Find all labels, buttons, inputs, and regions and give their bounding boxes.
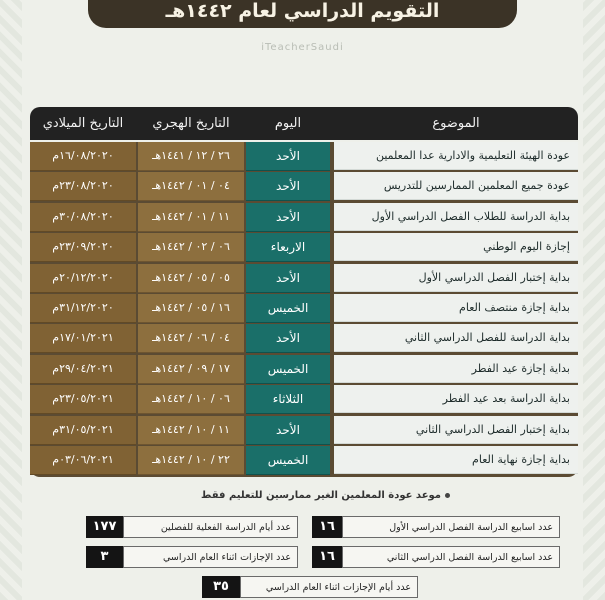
cell-gregorian-date: ١٧/٠١/٢٠٢١م: [30, 324, 136, 353]
decorative-frame-left: [0, 0, 22, 600]
stat-value-weeks-term1: ١٦: [312, 516, 342, 538]
cell-day: الاربعاء: [246, 233, 330, 262]
cell-day: الأحد: [246, 324, 330, 353]
cell-day: الأحد: [246, 172, 330, 201]
stat-value-holidays-count: ٣: [86, 546, 123, 568]
cell-day: الخميس: [246, 294, 330, 323]
cell-topic: بداية إجازة عيد الفطر: [334, 355, 578, 383]
table-row: [30, 264, 578, 292]
cell-hijri-date: ١٦ / ٠٥ / ١٤٤٢هـ: [138, 294, 244, 323]
cell-hijri-date: ١١ / ٠١ / ١٤٤٢هـ: [138, 203, 244, 232]
cell-topic: بداية إختبار الفصل الدراسي الأول: [334, 264, 578, 292]
cell-hijri-date: ٠٥ / ٠٥ / ١٤٤٢هـ: [138, 264, 244, 293]
decorative-frame-right: [583, 0, 605, 600]
cell-topic: عودة جميع المعلمين الممارسين للتدريس: [334, 172, 578, 200]
cell-gregorian-date: ٢٣/٠٨/٢٠٢٠م: [30, 172, 136, 201]
cell-gregorian-date: ٢٣/٠٥/٢٠٢١م: [30, 385, 136, 414]
cell-day: الثلاثاء: [246, 385, 330, 414]
table-header: [30, 107, 578, 140]
cell-day: الأحد: [246, 416, 330, 445]
cell-topic: بداية الدراسة للفصل الدراسي الثاني: [334, 324, 578, 352]
cell-hijri-date: ٠٦ / ٠٢ / ١٤٤٢هـ: [138, 233, 244, 262]
stat-value-holiday-days: ٣٥: [202, 576, 240, 598]
cell-gregorian-date: ٠٣/٠٦/٢٠٢١م: [30, 446, 136, 475]
cell-topic: بداية إجازة نهاية العام: [334, 446, 578, 474]
cell-gregorian-date: ١٦/٠٨/٢٠٢٠م: [30, 142, 136, 171]
column-header-hijri-date: التاريخ الهجري: [152, 116, 230, 131]
cell-gregorian-date: ٣١/٠٥/٢٠٢١م: [30, 416, 136, 445]
column-header-day: اليوم: [274, 116, 302, 131]
cell-topic: إجازة اليوم الوطني: [334, 233, 578, 261]
cell-hijri-date: ٢٦ / ١٢ / ١٤٤١هـ: [138, 142, 244, 171]
stat-label-weeks-term2: عدد اسابيع الدراسة الفصل الدراسي الثاني: [342, 546, 560, 568]
table-row: [30, 142, 578, 170]
table-row: [30, 203, 578, 231]
cell-topic: بداية الدراسة بعد عيد الفطر: [334, 385, 578, 413]
footnote-text: موعد عودة المعلمين الغير ممارسين للتعليم فقط: [201, 490, 441, 501]
table-row: [30, 416, 578, 444]
calendar-table: [30, 107, 578, 477]
cell-day: الأحد: [246, 264, 330, 293]
table-row: [30, 324, 578, 352]
cell-gregorian-date: ٢٠/١٢/٢٠٢٠م: [30, 264, 136, 293]
stat-label-holiday-days: عدد أيام الإجازات اثناء العام الدراسي: [240, 576, 418, 598]
cell-hijri-date: ١١ / ١٠ / ١٤٤٢هـ: [138, 416, 244, 445]
cell-day: الأحد: [246, 203, 330, 232]
cell-hijri-date: ١٧ / ٠٩ / ١٤٤٢هـ: [138, 355, 244, 384]
cell-topic: بداية إختبار الفصل الدراسي الثاني: [334, 416, 578, 444]
table-row: [30, 233, 578, 261]
footnote: [120, 490, 450, 501]
column-header-topic: الموضوع: [432, 116, 480, 131]
stat-value-actual-days: ١٧٧: [86, 516, 123, 538]
cell-day: الخميس: [246, 446, 330, 475]
cell-hijri-date: ٠٤ / ٠١ / ١٤٤٢هـ: [138, 172, 244, 201]
cell-gregorian-date: ٢٩/٠٤/٢٠٢١م: [30, 355, 136, 384]
cell-gregorian-date: ٣١/١٢/٢٠٢٠م: [30, 294, 136, 323]
stat-value-weeks-term2: ١٦: [312, 546, 342, 568]
cell-topic: بداية إجازة منتصف العام: [334, 294, 578, 322]
watermark: iTeacherSaudi: [261, 42, 344, 53]
table-row: [30, 294, 578, 322]
column-header-gregorian-date: التاريخ الميلادي: [42, 116, 124, 131]
cell-gregorian-date: ٣٠/٠٨/٢٠٢٠م: [30, 203, 136, 232]
cell-hijri-date: ٢٢ / ١٠ / ١٤٤٢هـ: [138, 446, 244, 475]
cell-topic: عودة الهيئة التعليمية والادارية عدا المعلمين: [334, 142, 578, 170]
stat-label-holidays-count: عدد الإجازات اثناء العام الدراسي: [123, 546, 298, 568]
stat-label-actual-days: عدد أيام الدراسة الفعلية للفصلين: [123, 516, 298, 538]
cell-day: الأحد: [246, 142, 330, 171]
table-row: [30, 355, 578, 383]
cell-hijri-date: ٠٤ / ٠٦ / ١٤٤٢هـ: [138, 324, 244, 353]
cell-day: الخميس: [246, 355, 330, 384]
cell-hijri-date: ٠٦ / ١٠ / ١٤٤٢هـ: [138, 385, 244, 414]
stat-label-weeks-term1: عدد اسابيع الدراسة الفصل الدراسي الأول: [342, 516, 560, 538]
page-title: التقويم الدراسي لعام ١٤٤٢هـ: [88, 0, 517, 28]
cell-gregorian-date: ٢٣/٠٩/٢٠٢٠م: [30, 233, 136, 262]
table-row: [30, 385, 578, 413]
table-row: [30, 172, 578, 200]
bullet-icon: [445, 493, 450, 498]
cell-topic: بداية الدراسة للطلاب الفصل الدراسي الأول: [334, 203, 578, 231]
table-row: [30, 446, 578, 474]
